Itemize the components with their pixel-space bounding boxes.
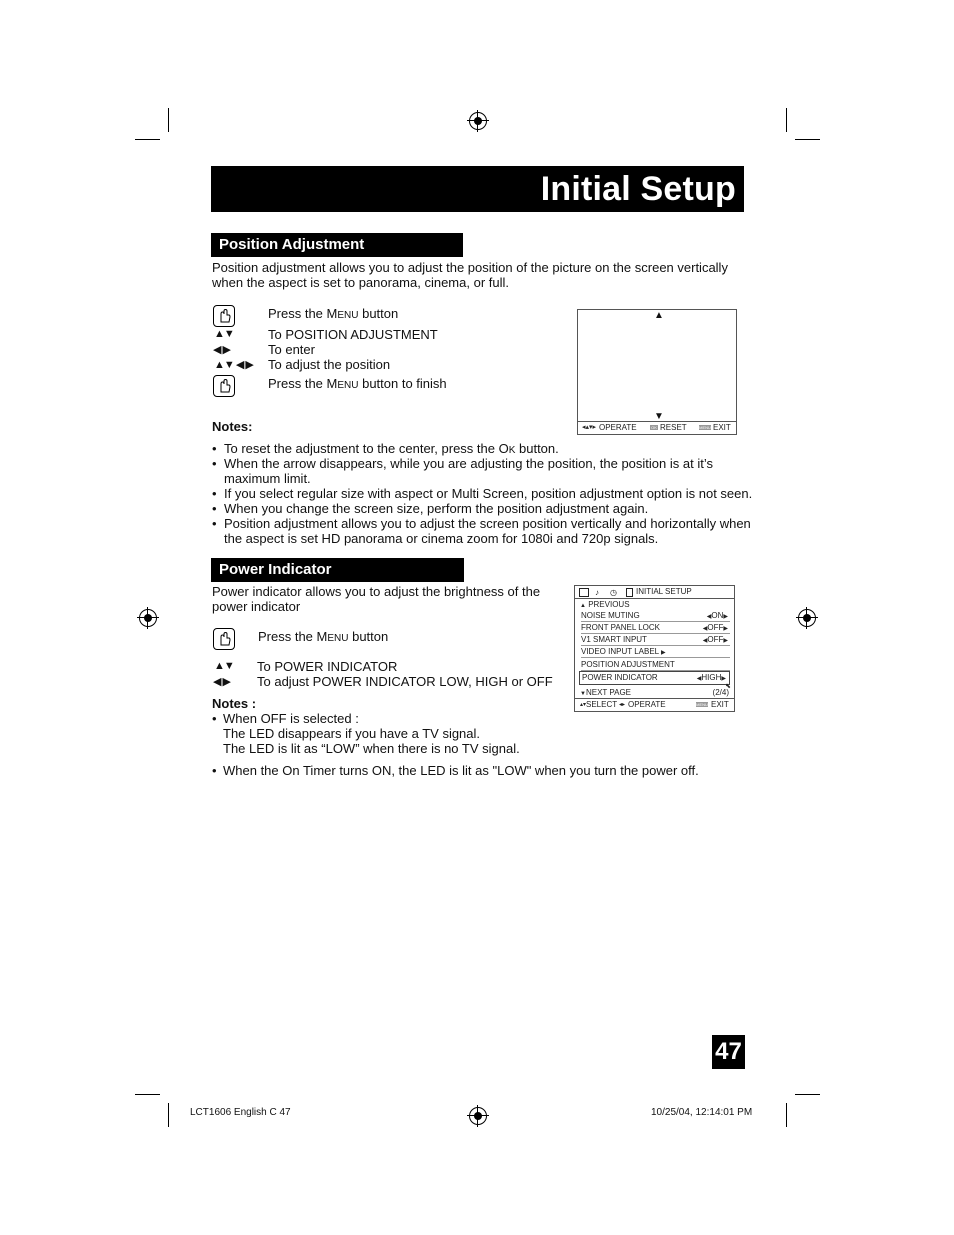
up-down-arrow-icon: ▲▼ bbox=[214, 328, 234, 340]
position-note-1: To reset the adjustment to the center, press the OK button. bbox=[224, 441, 559, 456]
menu-next-page: ▼NEXT PAGE bbox=[580, 688, 632, 697]
menu-key-icon: MENU bbox=[696, 702, 708, 707]
menu-row-power-indicator: POWER INDICATOR ◀HIGH▶ bbox=[579, 671, 730, 685]
section-heading-power: Power Indicator bbox=[211, 558, 464, 582]
cursor-icon: ⬉ bbox=[725, 683, 731, 690]
bullet: • bbox=[212, 441, 217, 456]
crop-mark bbox=[795, 139, 820, 140]
timer-tab-icon: ◷ bbox=[610, 588, 617, 597]
menu-previous: ▲ PREVIOUS bbox=[580, 600, 630, 609]
position-intro-line1: Position adjustment allows you to adjust the position of the picture on the screen vertically bbox=[212, 260, 728, 275]
position-step-5: Press the MENU button to finish bbox=[268, 376, 447, 391]
menu-row-front-panel-lock: FRONT PANEL LOCK ◀OFF▶ bbox=[581, 623, 728, 632]
power-intro-line2: power indicator bbox=[212, 599, 301, 614]
power-note-1a: The LED disappears if you have a TV signal. bbox=[223, 726, 481, 741]
position-step-3: To enter bbox=[268, 342, 315, 357]
left-right-arrow-icon: ◂▸ bbox=[619, 702, 626, 708]
osd-operate-label: OPERATE bbox=[599, 423, 637, 432]
screen-osd-bar bbox=[578, 421, 736, 434]
menu-operate-label: OPERATE bbox=[628, 700, 666, 709]
osd-reset-label: RESET bbox=[660, 423, 687, 432]
registration-mark-icon bbox=[798, 609, 816, 627]
power-intro-line1: Power indicator allows you to adjust the brightness of the bbox=[212, 584, 541, 599]
bullet: • bbox=[212, 763, 217, 778]
menu-page-indicator: (2/4) bbox=[712, 688, 729, 697]
position-note-3: If you select regular size with aspect or Multi Screen, position adjustment option is not seen. bbox=[224, 486, 753, 501]
crop-mark bbox=[135, 139, 160, 140]
position-step-1: Press the MENU button bbox=[268, 306, 399, 321]
power-step-3: To adjust POWER INDICATOR LOW, HIGH or OFF bbox=[257, 674, 553, 689]
position-note-5-line2: the aspect is set HD panorama or cinema zoom for 1080i and 720p signals. bbox=[224, 531, 659, 546]
position-intro-line2: when the aspect is set to panorama, cinema, or full. bbox=[212, 275, 509, 290]
power-note-1: When OFF is selected : bbox=[223, 711, 359, 726]
crop-mark bbox=[135, 1094, 160, 1095]
menu-button-icon bbox=[213, 305, 235, 327]
left-right-arrow-icon: ◀ ▶ bbox=[213, 676, 230, 688]
power-note-1b: The LED is lit as “LOW” when there is no TV signal. bbox=[223, 741, 520, 756]
position-step-4: To adjust the position bbox=[268, 357, 391, 372]
menu-exit-label: EXIT bbox=[711, 700, 729, 709]
four-way-arrow-icon: ◂▴▾▸ bbox=[582, 424, 597, 431]
page-title: Initial Setup bbox=[540, 170, 736, 208]
menu-button-icon bbox=[213, 375, 235, 397]
menu-header bbox=[575, 586, 734, 599]
menu-button-icon bbox=[213, 628, 235, 650]
ok-key-icon: OK bbox=[651, 425, 657, 430]
menu-select-label: SELECT bbox=[586, 700, 618, 709]
section-heading-position: Position Adjustment bbox=[211, 233, 463, 257]
osd-exit-label: EXIT bbox=[713, 423, 731, 432]
position-note-5-line1: Position adjustment allows you to adjust the screen position vertically and horizontally when bbox=[224, 516, 751, 531]
down-arrow-icon: ▼ bbox=[654, 411, 664, 422]
power-notes-label: Notes : bbox=[212, 696, 257, 711]
position-step-2: To POSITION ADJUSTMENT bbox=[268, 327, 438, 342]
menu-key-icon: MENU bbox=[699, 425, 711, 430]
position-note-4: When you change the screen size, perform the position adjustment again. bbox=[224, 501, 649, 516]
up-down-arrow-icon: ▴▾ bbox=[580, 702, 587, 708]
page-title-bar bbox=[211, 166, 744, 212]
menu-row-v1-smart-input: V1 SMART INPUT ◀OFF▶ bbox=[581, 635, 728, 644]
position-note-2-line1: When the arrow disappears, while you are adjusting the position, the position is at it’s bbox=[224, 456, 713, 471]
position-note-2-line2: maximum limit. bbox=[224, 471, 311, 486]
picture-tab-icon bbox=[579, 588, 589, 597]
crop-mark bbox=[168, 1103, 169, 1127]
position-notes-label: Notes: bbox=[212, 419, 253, 434]
left-right-arrow-icon: ◀ ▶ bbox=[213, 344, 230, 356]
page-number: 47 bbox=[712, 1035, 745, 1069]
position-screen-illustration bbox=[577, 309, 737, 435]
power-note-2: When the On Timer turns ON, the LED is lit as "LOW" when you turn the power off. bbox=[223, 763, 699, 778]
registration-mark-icon bbox=[469, 112, 487, 130]
bullet: • bbox=[212, 516, 217, 531]
crop-mark bbox=[786, 108, 787, 132]
menu-row-position-adjustment: POSITION ADJUSTMENT bbox=[581, 659, 730, 671]
up-down-arrow-icon: ▲▼ bbox=[214, 660, 234, 672]
registration-mark-icon bbox=[469, 1107, 487, 1125]
footer-timestamp: 10/25/04, 12:14:01 PM bbox=[651, 1107, 753, 1118]
four-way-arrow-icon: ▲▼ ◀ ▶ bbox=[214, 359, 253, 371]
power-step-2: To POWER INDICATOR bbox=[257, 659, 398, 674]
crop-mark bbox=[168, 108, 169, 132]
up-arrow-icon: ▲ bbox=[654, 310, 664, 321]
menu-row-video-input-label: VIDEO INPUT LABEL ▶ bbox=[581, 646, 730, 658]
footer-file-info: LCT1606 English C 47 bbox=[190, 1107, 291, 1118]
power-step-1: Press the MENU button bbox=[258, 629, 389, 644]
bullet: • bbox=[212, 486, 217, 501]
registration-mark-icon bbox=[139, 609, 157, 627]
crop-mark bbox=[795, 1094, 820, 1095]
menu-row-noise-muting: NOISE MUTING ◀ON▶ bbox=[581, 611, 728, 620]
bullet: • bbox=[212, 501, 217, 516]
setup-tab-icon bbox=[626, 588, 633, 597]
bullet: • bbox=[212, 456, 217, 471]
menu-header-label: INITIAL SETUP bbox=[636, 587, 692, 596]
sound-tab-icon: ♪ bbox=[595, 588, 599, 597]
initial-setup-menu-illustration bbox=[574, 585, 735, 712]
menu-footer bbox=[575, 698, 734, 711]
bullet: • bbox=[212, 711, 217, 726]
crop-mark bbox=[786, 1103, 787, 1127]
